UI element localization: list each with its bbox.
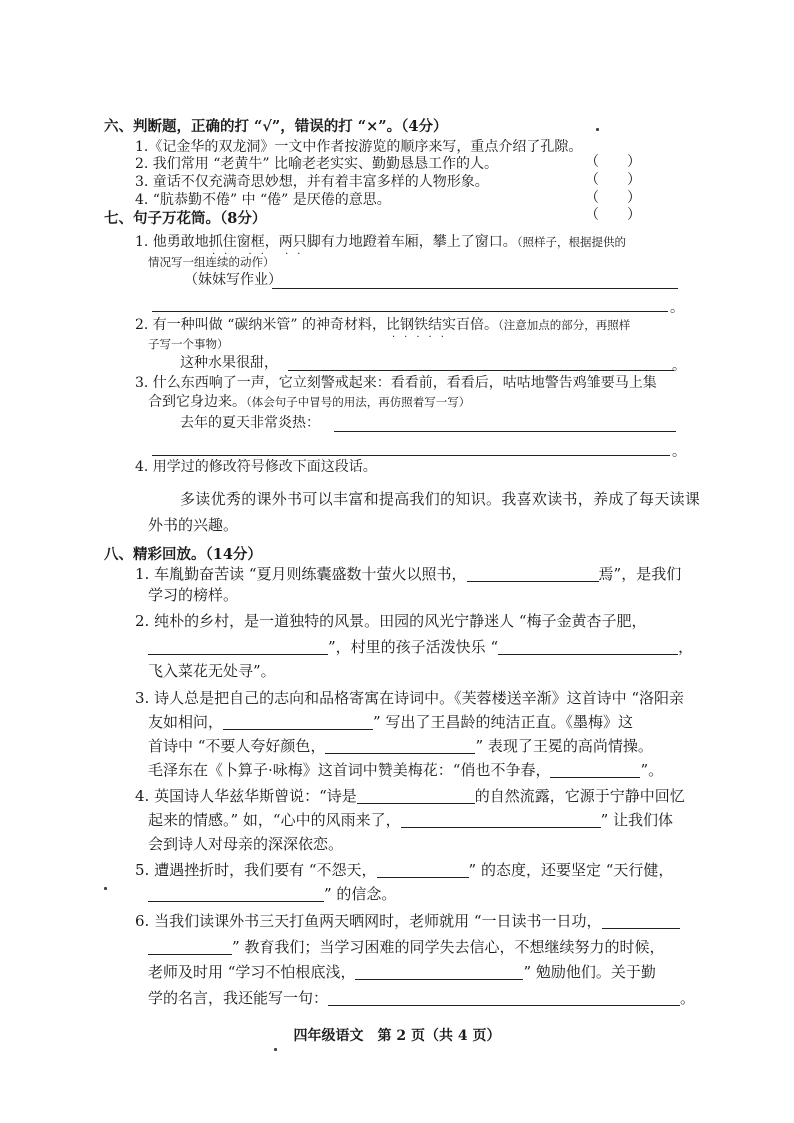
sec7-q2-line1 (135, 315, 630, 335)
section-6-title: 六、判断题，正确的打 “√”，错误的打 “×”。（4分） (104, 118, 448, 135)
answer-line[interactable] (152, 455, 670, 456)
sec7-q2-note: （注意加点的部分，再照样 (498, 318, 631, 332)
sec8-q3-b (148, 711, 633, 733)
sec8-q3-text-b: 友如相问， (148, 713, 224, 731)
sec8-q4-text-c: 起来的情感。” 如，“心中的风雨来了， (148, 811, 401, 829)
fill-blank[interactable] (377, 861, 469, 878)
scan-speck (596, 128, 599, 131)
scan-speck (274, 1048, 277, 1051)
sec8-q4-c (148, 809, 673, 831)
sec8-q6-a (135, 910, 680, 932)
fill-blank[interactable] (355, 963, 523, 980)
fill-blank[interactable] (357, 787, 475, 804)
sec8-q6-text-e: 学的名言，我还能写一句： (148, 989, 329, 1007)
sec8-q6-text-d: ” 勉励他们。关于勤 (523, 963, 656, 981)
sec8-q6-c (148, 961, 656, 983)
page-footer: 四年级语文 第 2 页（共 4 页） (293, 1028, 501, 1044)
sec8-q3-d (148, 735, 653, 757)
fill-blank[interactable] (325, 737, 475, 754)
period: 。 (672, 358, 686, 374)
sec8-q3-text-g: ”。 (640, 761, 664, 779)
fill-blank[interactable] (401, 811, 601, 828)
sec8-q1-c: 学习的榜样。 (148, 586, 239, 604)
sec7-q1-prompt: （妹妹写作业） (184, 272, 282, 288)
sec8-q3-text-e: ” 表现了王冕的高尚情操。 (475, 737, 653, 755)
sec8-q3-a: 3. 诗人总是把自己的志向和品格寄寓在诗词中。《芙蓉楼送辛渐》这首诗中 “洛阳亲 (135, 689, 685, 707)
sec8-q2-comma: ， (678, 638, 694, 656)
answer-line[interactable] (152, 311, 668, 312)
sec7-q2-text: 2. 有一种叫做 “碳纳米管” 的神奇材料，比钢铁结实百倍。 (135, 317, 499, 333)
period: 。 (680, 989, 696, 1007)
period: 。 (672, 444, 686, 460)
sec8-q4-a (135, 785, 685, 807)
emphasis-dots-2: ····· (392, 332, 453, 343)
sec8-q2-text: ”，村里的孩子活泼快乐 “ (328, 638, 499, 656)
fill-blank[interactable] (148, 885, 324, 902)
fill-blank[interactable] (550, 761, 640, 778)
sec7-q3-prompt: 去年的夏天非常炎热： (180, 415, 320, 431)
sec8-q5-text-a: 5. 遭遇挫折时，我们要有 “不怨天， (135, 861, 377, 879)
sec8-q2-d: 飞入菜花无处寻”。 (148, 662, 276, 680)
sec7-q2-line2: 子写一个事物） (148, 337, 229, 351)
sec8-q2-a: 2. 纯朴的乡村，是一道独特的风景。田园的风光宁静迷人 “梅子金黄杏子肥， (135, 612, 647, 630)
fill-blank[interactable] (467, 565, 599, 582)
sec8-q4-text-b: 的自然流露，它源于宁静中回忆 (474, 787, 685, 805)
sec8-q4-e: 会到诗人对母亲的深深依恋。 (148, 835, 344, 853)
fill-blank[interactable] (148, 938, 232, 955)
answer-paren-3[interactable]: （ ） (585, 172, 641, 188)
sec8-q3-text-f: 毛泽东在《卜算子·咏梅》这首词中赞美梅花：“俏也不争春， (148, 761, 551, 779)
sec8-q4-text-a: 4. 英国诗人华兹华斯曾说：“诗是 (135, 787, 357, 805)
sec6-q1: 1.《记金华的双龙洞》一文中作者按游览的顺序来写，重点介绍了孔隙。 (135, 139, 583, 155)
sec8-q4-text-d: ” 让我们体 (600, 811, 674, 829)
sec8-q6-e (148, 987, 695, 1009)
section-8-title: 八、精彩回放。（14分） (104, 546, 262, 563)
sec7-q4-para2: 外书的兴趣。 (148, 516, 239, 534)
sec8-q6-text-b: ” 教育我们；当学习困难的同学失去信心，不想继续努力的时候， (232, 938, 665, 956)
sec8-q5-text-c: ” 的信念。 (324, 885, 397, 903)
fill-blank[interactable] (223, 713, 373, 730)
sec7-q1-note: （照样子，根据提供的 (516, 235, 627, 249)
emphasis-dots-1: ·· ·· ·· (212, 249, 310, 260)
answer-paren-1[interactable]: （ ） (585, 207, 641, 223)
sec8-q6-b (148, 936, 664, 958)
answer-paren-2[interactable]: （ ） (585, 154, 641, 170)
sec8-q6-text-c: 老师及时用 “学习不怕根底浅， (148, 963, 356, 981)
sec7-q1-line2: 情况写一组连续的动作） (148, 255, 275, 269)
fill-blank[interactable] (148, 638, 328, 655)
sec8-q5-c (148, 883, 396, 905)
sec8-q5-text-b: ” 的态度，还要坚定 “天行健， (468, 861, 674, 879)
sec7-q1-line1 (135, 232, 626, 252)
fill-blank[interactable] (328, 989, 680, 1006)
answer-line[interactable] (272, 288, 678, 289)
section-7-title: 七、句子万花筒。（8分） (104, 210, 267, 227)
sec7-q1-text: 1. 他勇敢地抓住窗框，两只脚有力地蹬着车厢，攀上了窗口。 (135, 234, 517, 250)
sec6-q3: 3. 童话不仅充满奇思妙想，并有着丰富多样的人物形象。 (135, 174, 489, 190)
sec7-q3-text: 合到它身边来。 (148, 394, 246, 410)
scan-speck (104, 887, 107, 890)
sec8-q2-b (148, 636, 693, 658)
answer-line[interactable] (334, 431, 676, 432)
sec8-q1 (135, 563, 681, 585)
sec8-q5-a (135, 859, 673, 881)
answer-paren-4[interactable]: （ ） (585, 190, 641, 206)
sec7-q4-line1: 4. 用学过的修改符号修改下面这段话。 (135, 459, 377, 475)
sec7-q2-prompt: 这种水果很甜， (180, 355, 278, 371)
fill-blank[interactable] (498, 638, 678, 655)
sec7-q3-line1: 3. 什么东西响了一声，它立刻警戒起来：看看前，看看后，咕咕地警告鸡雏要马上集 (135, 375, 657, 391)
sec7-q4-para1: 多读优秀的课外书可以丰富和提高我们的知识。我喜欢读书，养成了每天读课 (180, 490, 701, 508)
sec6-q2: 2. 我们常用 “老黄牛” 比喻老老实实、勤勤恳恳工作的人。 (135, 156, 499, 172)
sec8-q3-text-c: ” 写出了王昌龄的纯洁正直。《墨梅》这 (373, 713, 633, 731)
sec7-q3-note: （体会句子中冒号的用法，再仿照着写一写） (246, 395, 471, 409)
sec8-q1-text: 1. 车胤勤奋苦读 “夏月则练囊盛数十萤火以照书， (135, 565, 467, 583)
sec8-q1-text-b: 焉”，是我们 (598, 565, 682, 583)
sec6-q4: 4. “肮恭勤不倦” 中 “倦” 是厌倦的意思。 (135, 192, 391, 208)
sec8-q6-text-a: 6. 当我们读课外书三天打鱼两天晒网时，老师就用 “一日读书一日功， (135, 912, 602, 930)
answer-line[interactable] (288, 370, 674, 371)
sec7-q3-line2 (148, 392, 470, 412)
sec8-q3-f (148, 759, 663, 781)
sec8-q3-text-d: 首诗中 “不要人夸好颜色， (148, 737, 326, 755)
period: 。 (670, 300, 684, 316)
fill-blank[interactable] (602, 912, 680, 929)
